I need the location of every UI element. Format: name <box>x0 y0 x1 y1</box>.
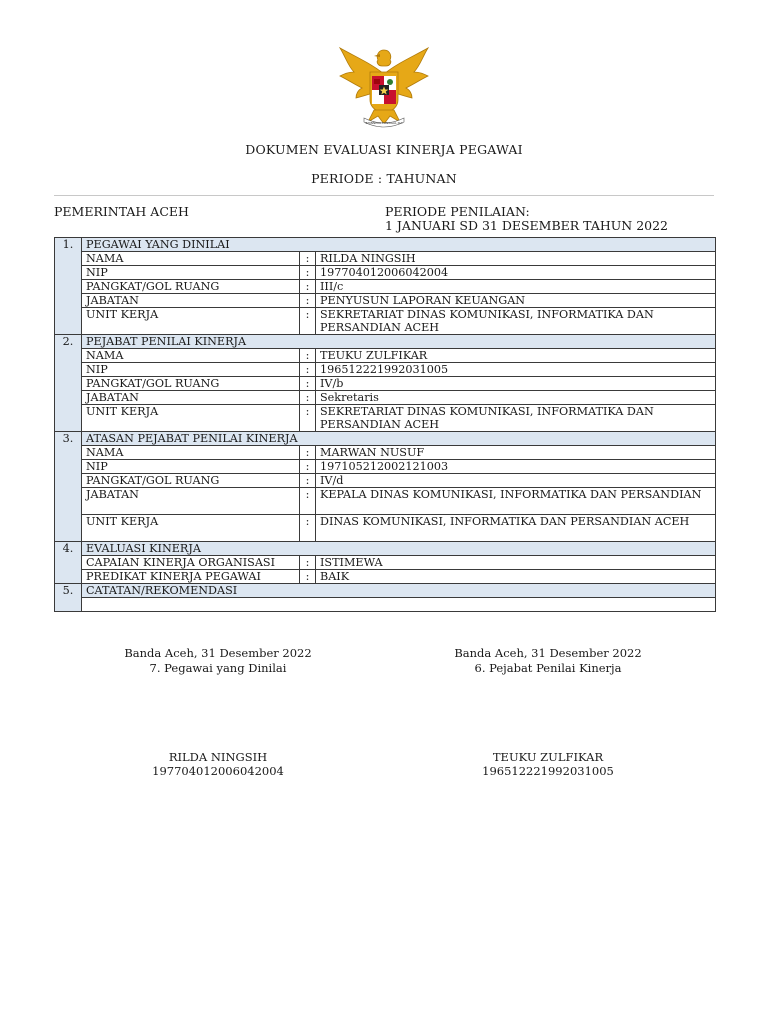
assessment-period-label: PERIODE PENILAIAN: <box>385 204 530 219</box>
section-header-row <box>55 432 716 446</box>
table-row <box>55 266 716 280</box>
table-row <box>55 405 716 432</box>
field-separator: : <box>300 349 316 363</box>
field-separator: : <box>300 556 316 570</box>
notes-row <box>55 598 716 612</box>
field-separator: : <box>300 515 316 542</box>
field-label: NIP <box>82 266 300 280</box>
field-value: IV/b <box>316 377 716 391</box>
instansi-name: PEMERINTAH ACEH <box>54 204 189 219</box>
field-label: PANGKAT/GOL RUANG <box>82 377 300 391</box>
evaluation-table <box>54 237 716 612</box>
field-label: PANGKAT/GOL RUANG <box>82 474 300 488</box>
left-signature-name: RILDA NINGSIH <box>168 750 268 764</box>
period-type: PERIODE : TAHUNAN <box>311 171 457 186</box>
field-label: PANGKAT/GOL RUANG <box>82 280 300 294</box>
field-label: UNIT KERJA <box>82 405 300 432</box>
field-value: 197105212002121003 <box>316 460 716 474</box>
section-title: PEGAWAI YANG DINILAI <box>82 238 716 252</box>
field-value: Sekretaris <box>316 391 716 405</box>
table-row <box>55 515 716 542</box>
field-separator: : <box>300 280 316 294</box>
field-value: PENYUSUN LAPORAN KEUANGAN <box>316 294 716 308</box>
section-number: 1. <box>55 238 82 335</box>
field-value: MARWAN NUSUF <box>316 446 716 460</box>
table-row <box>55 377 716 391</box>
section-number: 2. <box>55 335 82 432</box>
field-separator: : <box>300 294 316 308</box>
field-value: 197704012006042004 <box>316 266 716 280</box>
header-divider <box>54 195 714 196</box>
table-row <box>55 391 716 405</box>
field-value: TEUKU ZULFIKAR <box>316 349 716 363</box>
table-row <box>55 446 716 460</box>
table-row <box>55 488 716 515</box>
table-row <box>55 363 716 377</box>
field-label: NAMA <box>82 349 300 363</box>
field-label: CAPAIAN KINERJA ORGANISASI <box>82 556 300 570</box>
field-separator: : <box>300 474 316 488</box>
section-header-row <box>55 238 716 252</box>
field-label: JABATAN <box>82 488 300 515</box>
table-row <box>55 349 716 363</box>
garuda-emblem-icon <box>334 44 434 130</box>
field-separator: : <box>300 266 316 280</box>
field-label: NIP <box>82 363 300 377</box>
field-value: SEKRETARIAT DINAS KOMUNIKASI, INFORMATIKA DAN PERSANDIAN ACEH <box>316 405 716 432</box>
field-value: 196512221992031005 <box>316 363 716 377</box>
notes-cell <box>82 598 716 612</box>
field-label: NIP <box>82 460 300 474</box>
field-value: BAIK <box>316 570 716 584</box>
field-value: IV/d <box>316 474 716 488</box>
table-row <box>55 556 716 570</box>
table-row <box>55 570 716 584</box>
table-row <box>55 308 716 335</box>
field-label: NAMA <box>82 446 300 460</box>
right-signature-role: 6. Pejabat Penilai Kinerja <box>474 661 622 675</box>
field-separator: : <box>300 308 316 335</box>
section-number: 3. <box>55 432 82 542</box>
field-separator: : <box>300 363 316 377</box>
field-value: KEPALA DINAS KOMUNIKASI, INFORMATIKA DAN PERSANDIAN <box>316 488 716 515</box>
section-title: EVALUASI KINERJA <box>82 542 716 556</box>
section-title: PEJABAT PENILAI KINERJA <box>82 335 716 349</box>
right-signature-nip: 196512221992031005 <box>482 764 614 778</box>
field-separator: : <box>300 377 316 391</box>
field-separator: : <box>300 405 316 432</box>
field-separator: : <box>300 391 316 405</box>
section-number: 4. <box>55 542 82 584</box>
field-label: UNIT KERJA <box>82 308 300 335</box>
field-label: JABATAN <box>82 391 300 405</box>
field-label: UNIT KERJA <box>82 515 300 542</box>
emblem-motto: BHINNEKA TUNGGAL IKA <box>365 121 403 125</box>
section-header-row <box>55 542 716 556</box>
left-signature-role: 7. Pegawai yang Dinilai <box>149 661 287 675</box>
field-label: NAMA <box>82 252 300 266</box>
table-row <box>55 474 716 488</box>
right-signature-name: TEUKU ZULFIKAR <box>492 750 604 764</box>
field-separator: : <box>300 446 316 460</box>
field-label: PREDIKAT KINERJA PEGAWAI <box>82 570 300 584</box>
section-header-row <box>55 584 716 598</box>
table-row <box>55 252 716 266</box>
section-number: 5. <box>55 584 82 612</box>
section-title: ATASAN PEJABAT PENILAI KINERJA <box>82 432 716 446</box>
field-value: SEKRETARIAT DINAS KOMUNIKASI, INFORMATIKA DAN PERSANDIAN ACEH <box>316 308 716 335</box>
field-value: ISTIMEWA <box>316 556 716 570</box>
field-label: JABATAN <box>82 294 300 308</box>
table-row <box>55 280 716 294</box>
field-separator: : <box>300 570 316 584</box>
right-signature-place-date: Banda Aceh, 31 Desember 2022 <box>454 646 642 660</box>
field-separator: : <box>300 252 316 266</box>
field-separator: : <box>300 460 316 474</box>
table-row <box>55 294 716 308</box>
left-signature-nip: 197704012006042004 <box>152 764 284 778</box>
section-header-row <box>55 335 716 349</box>
left-signature-place-date: Banda Aceh, 31 Desember 2022 <box>124 646 312 660</box>
field-separator: : <box>300 488 316 515</box>
field-value: RILDA NINGSIH <box>316 252 716 266</box>
field-value: III/c <box>316 280 716 294</box>
field-value: DINAS KOMUNIKASI, INFORMATIKA DAN PERSANDIAN ACEH <box>316 515 716 542</box>
table-row <box>55 460 716 474</box>
section-title: CATATAN/REKOMENDASI <box>82 584 716 598</box>
document-title: DOKUMEN EVALUASI KINERJA PEGAWAI <box>245 142 523 157</box>
assessment-period-value: 1 JANUARI SD 31 DESEMBER TAHUN 2022 <box>385 218 669 233</box>
